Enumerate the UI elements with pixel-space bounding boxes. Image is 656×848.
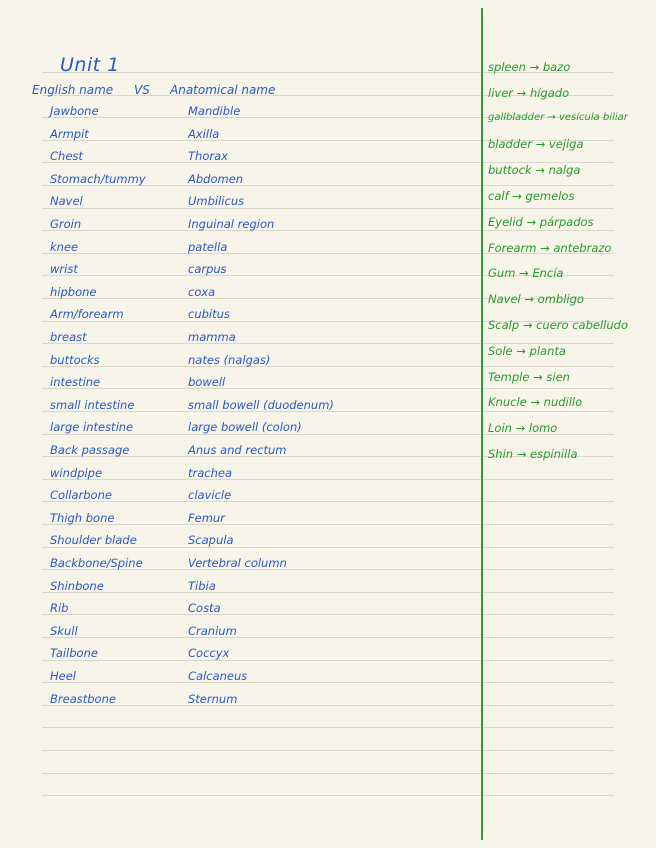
page-title: Unit 1 [60, 54, 120, 76]
english-term: hipbone [50, 285, 97, 299]
ruled-line [42, 795, 614, 796]
translation-note: bladder → vejiga [488, 137, 584, 151]
english-term: Breastbone [50, 692, 116, 706]
translation-note: liver → hígado [488, 86, 570, 100]
anatomical-term: patella [188, 240, 228, 254]
translation-note: Sole → planta [488, 344, 566, 358]
anatomical-term: Sternum [188, 692, 238, 706]
anatomical-term: Costa [188, 601, 221, 615]
english-term: Back passage [50, 443, 130, 457]
english-term: small intestine [50, 398, 135, 412]
ruled-line [42, 637, 614, 638]
ruled-line [42, 592, 614, 593]
header-anatomical-name: Anatomical name [170, 83, 276, 97]
translation-note: Scalp → cuero cabelludo [488, 318, 628, 332]
anatomical-term: Abdomen [188, 172, 244, 186]
anatomical-term: carpus [188, 262, 227, 276]
anatomical-term: Vertebral column [188, 556, 287, 570]
anatomical-term: Cranium [188, 624, 237, 638]
english-term: Thigh bone [50, 511, 115, 525]
ruled-line [42, 750, 614, 751]
translation-note: gallbladder → vesícula biliar [488, 112, 628, 123]
anatomical-term: Scapula [188, 533, 234, 547]
margin-line [481, 8, 483, 840]
english-term: breast [50, 330, 87, 344]
translation-note: calf → gemelos [488, 189, 575, 203]
anatomical-term: clavicle [188, 488, 232, 502]
english-term: Arm/forearm [50, 307, 124, 321]
anatomical-term: Tibia [188, 579, 216, 593]
anatomical-term: mamma [188, 330, 236, 344]
translation-note: Eyelid → párpados [488, 215, 594, 229]
ruled-line [42, 705, 614, 706]
translation-note: Forearm → antebrazo [488, 241, 612, 255]
english-term: wrist [50, 262, 78, 276]
ruled-line [42, 366, 614, 367]
english-term: Tailbone [50, 646, 98, 660]
english-term: Collarbone [50, 488, 112, 502]
english-term: Shoulder blade [50, 533, 137, 547]
anatomical-term: Calcaneus [188, 669, 248, 683]
anatomical-term: Coccyx [188, 646, 230, 660]
anatomical-term: cubitus [188, 307, 230, 321]
english-term: buttocks [50, 353, 100, 367]
translation-note: buttock → nalga [488, 163, 581, 177]
translation-note: Knucle → nudillo [488, 395, 583, 409]
english-term: Navel [50, 194, 83, 208]
english-term: Shinbone [50, 579, 104, 593]
anatomical-term: bowell [188, 375, 226, 389]
anatomical-term: Axilla [188, 127, 220, 141]
ruled-line [42, 524, 614, 525]
english-term: Heel [50, 669, 76, 683]
english-term: Armpit [50, 127, 89, 141]
anatomical-term: Inguinal region [188, 217, 275, 231]
ruled-line [42, 547, 614, 548]
translation-note: Loin → lomo [488, 421, 558, 435]
anatomical-term: Anus and rectum [188, 443, 287, 457]
header-vs: VS [134, 83, 150, 97]
anatomical-term: Mandible [188, 104, 241, 118]
anatomical-term: small bowell (duodenum) [188, 398, 334, 412]
english-term: large intestine [50, 420, 134, 434]
english-term: Chest [50, 149, 83, 163]
ruled-line [42, 479, 614, 480]
ruled-line [42, 388, 614, 389]
ruled-line [42, 773, 614, 774]
anatomical-term: Femur [188, 511, 225, 525]
anatomical-term: trachea [188, 466, 233, 480]
english-term: Skull [50, 624, 78, 638]
english-term: Rib [50, 601, 69, 615]
ruled-line [42, 727, 614, 728]
english-term: Stomach/tummy [50, 172, 146, 186]
anatomical-term: Umbilicus [188, 194, 245, 208]
english-term: Jawbone [50, 104, 99, 118]
ruled-line [42, 501, 614, 502]
ruled-line [42, 660, 614, 661]
translation-note: Shin → espinilla [488, 447, 578, 461]
anatomical-term: nates (nalgas) [188, 353, 271, 367]
english-term: Groin [50, 217, 82, 231]
anatomical-term: Thorax [188, 149, 228, 163]
english-term: intestine [50, 375, 101, 389]
translation-note: spleen → bazo [488, 60, 571, 74]
ruled-line [42, 208, 614, 209]
ruled-line [42, 230, 614, 231]
english-term: knee [50, 240, 79, 254]
english-term: windpipe [50, 466, 103, 480]
ruled-line [42, 614, 614, 615]
anatomical-term: large bowell (colon) [188, 420, 302, 434]
anatomical-term: coxa [188, 285, 216, 299]
ruled-line [42, 682, 614, 683]
header-english-name: English name [32, 83, 114, 97]
translation-note: Gum → Encía [488, 266, 564, 280]
translation-note: Navel → ombligo [488, 292, 584, 306]
english-term: Backbone/Spine [50, 556, 143, 570]
translation-note: Temple → sien [488, 370, 570, 384]
